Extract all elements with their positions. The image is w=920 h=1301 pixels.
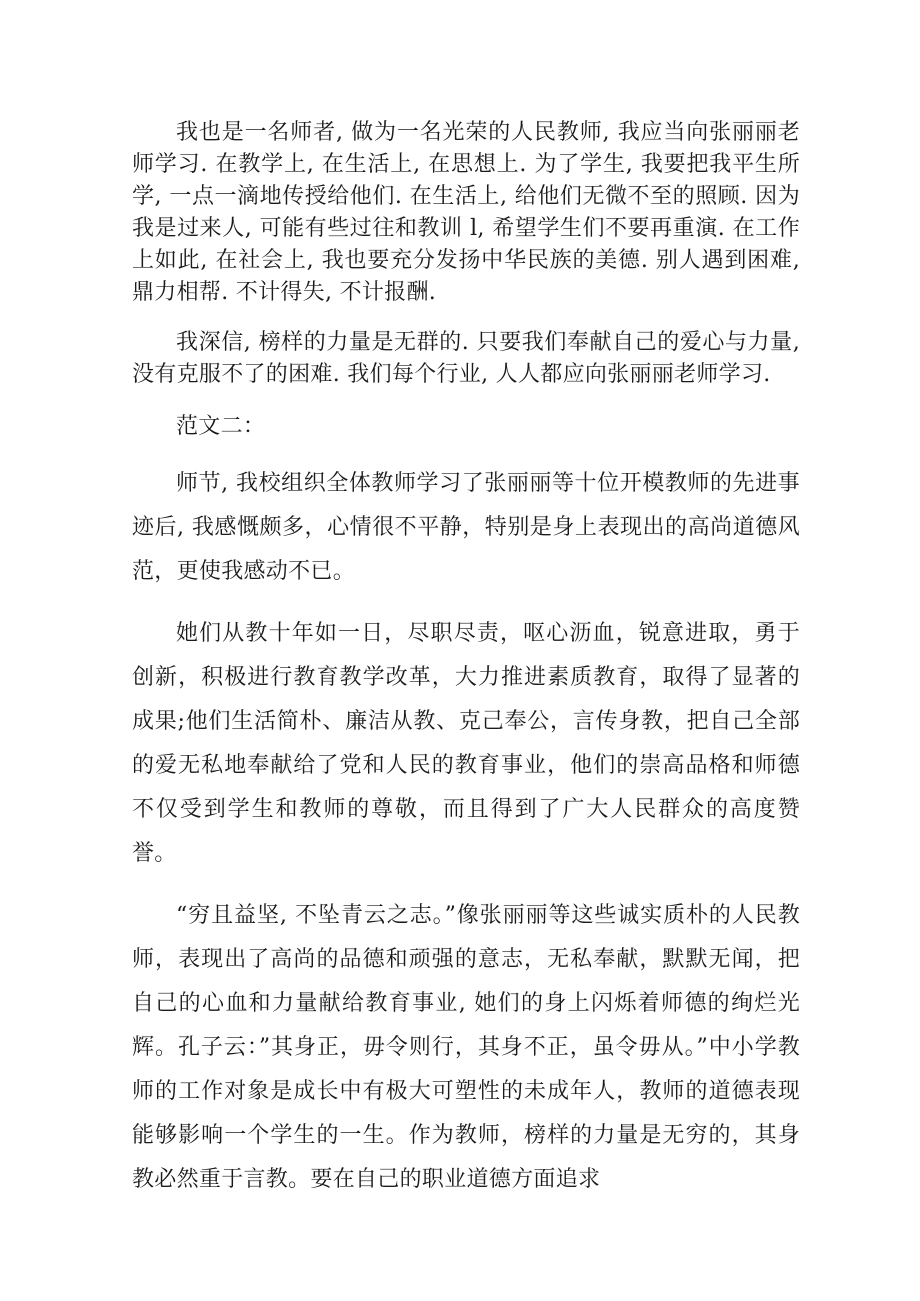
document-body xyxy=(132,117,800,1202)
paragraph-5: “穷且益坚, 不坠青云之志。”像张丽丽等这些诚实质朴的人民教师，表现出了高尚的品德和顽强的意志，无私奉献，默默无闻，把自己的心血和力量献给教育事业, 她们的身上闪烁着师德的绚烂光辉。孔子云：”其身正，毋令则行，其身不正，虽令毋从。”中小学教师的工作对象是成长中有极大可塑性的未成年人，教师的道德表现能够影响一个学生的一生。作为教师，榜样的力量是无穷的，其身教必然重于言教。要在自己的职业道德方面追求 xyxy=(132,903,800,1192)
paragraph-1: 我也是一名师者, 做为一名光荣的人民教师, 我应当向张丽丽老师学习. 在教学上, 在生活上, 在思想上. 为了学生, 我要把我平生所学, 一点一滴地传授给他们. 在生活上, 给他们无微不至的照顾. 因为我是过来人, 可能有些过往和教训 l, 希望学生们不要再重演. 在工作上如此, 在社会上, 我也要充分发扬中华民族的美德. 别人遇到困难, 鼎力相帮. 不计得失, 不计报酬. xyxy=(132,120,800,305)
paragraph-3: 师节, 我校组织全体教师学习了张丽丽等十位开模教师的先进事迹后, 我感慨颇多，心情很不平静，特别是身上表现出的高尚道德风范，更使我感动不已。 xyxy=(132,471,800,584)
section-heading: 范文二： xyxy=(176,414,266,439)
paragraph-4: 她们从教十年如一日，尽职尽责，呕心沥血，锐意进取，勇于创新，积极进行教育教学改革，大力推进素质教育，取得了显著的成果;他们生活简朴、廉洁从教、克己奉公，言传身教，把自己全部的爱无私地奉献给了党和人民的教育事业，他们的崇高品格和师德不仅受到学生和教师的尊敬，而且得到了广大人民群众的高度赞誉。 xyxy=(132,621,800,866)
paragraph-2: 我深信, 榜样的力量是无群的. 只要我们奉献自己的爱心与力量, 没有克服不了的困难. 我们每个行业, 人人都应向张丽丽老师学习. xyxy=(132,330,800,387)
